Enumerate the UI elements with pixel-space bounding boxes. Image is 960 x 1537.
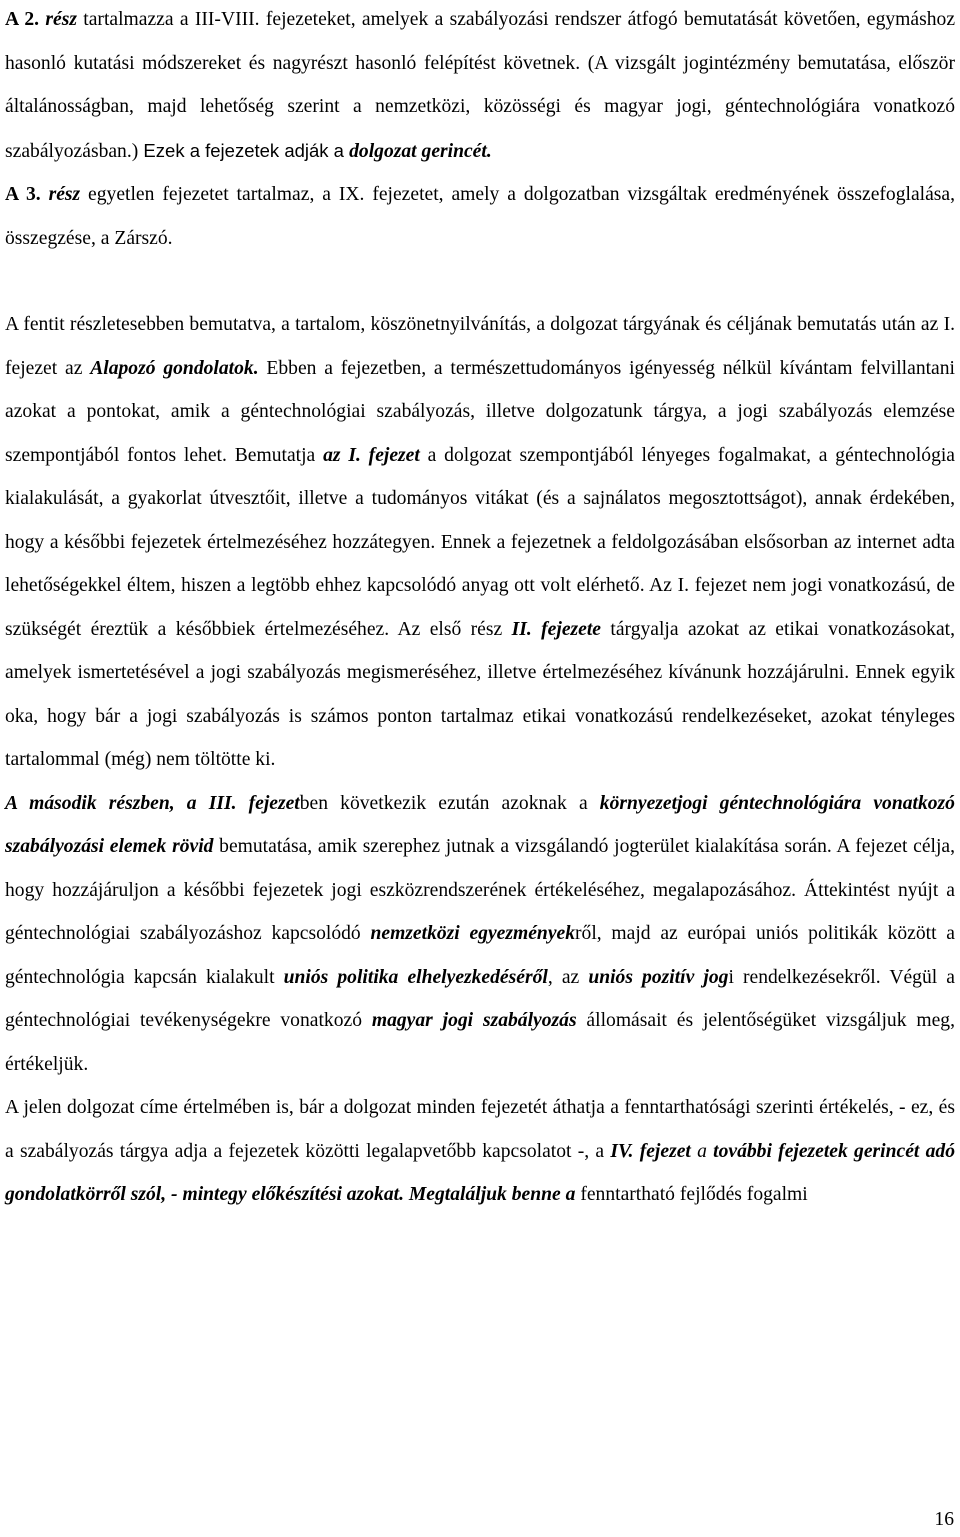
text-segment: dolgozat gerincét.	[349, 140, 492, 162]
text-segment: uniós pozitív jog	[588, 966, 729, 988]
text-segment: az I. fejezet	[323, 444, 420, 466]
text-segment: további fejezetek gerincét adó gondolatkörről szól, - mintegy előkészítési azokat. Megtaláljuk benne a	[5, 1140, 956, 1205]
text-segment: tartalmazza a III-VIII. fejezeteket, amelyek a szabályozási rendszer átfogó bemutatását követően, egymáshoz hasonló kutatási módszereket és nagyrészt hasonló felépítést követnek. (A vizsgált jogintézmény bemutatása, először általánosságban, majd lehetőség szerint a nemzetközi, közösségi és magyar jogi, géntechnológiára vonatkozó szabályozásban.)	[5, 9, 956, 162]
text-segment: IV. fejezet	[610, 1140, 691, 1162]
text-segment: uniós politika elhelyezkedéséről	[283, 966, 548, 988]
text-segment: bemutatása, amik szerephez jutnak a vizsgálandó jogterület kialakítása során. A fejezet célja, hogy hozzájáruljon a későbbi fejezetek jogi eszközrendszerének értékeléséhez, megalapozásához. Áttekintést nyújt a géntechnológiai szabályozáshoz kapcsolódó	[5, 836, 955, 944]
text-segment: egyetlen fejezetet tartalmaz, a IX. fejezetet, amely a dolgozatban vizsgáltak eredményének összefoglalása, összegzése, a Zárszó.	[5, 184, 956, 249]
text-segment: II. fejezete	[511, 618, 601, 640]
text-segment: A fentit részletesebben bemutatva, a tartalom, köszönetnyilvánítás, a dolgozat tárgyának és céljának bemutatás után az I. fejezet az	[5, 314, 955, 379]
text-segment: A 2.	[5, 9, 46, 30]
text-segment: i rendelkezésekről. Végül a géntechnológiai tevékenységekre vonatkozó	[5, 966, 956, 1031]
paragraph-2	[5, 173, 955, 260]
paragraph-3	[5, 303, 955, 782]
text-segment: ben következik ezután azoknak a	[299, 792, 600, 814]
text-segment: a	[690, 1140, 714, 1162]
paragraph-4	[5, 782, 955, 1087]
document-page	[5, 0, 955, 1217]
text-segment: fenntartható fejlődés fogalmi	[575, 1184, 808, 1205]
paragraph-1	[5, 0, 955, 173]
text-segment: környezetjogi géntechnológiára vonatkozó szabályozási elemek rövid	[5, 792, 955, 857]
text-segment: állomásait és jelentőségüket vizsgáljuk meg, értékeljük.	[5, 1010, 955, 1075]
text-segment: nemzetközi egyezmények	[370, 923, 576, 944]
paragraph-gap	[5, 260, 955, 303]
text-segment: ről, majd az európai uniós politikák között a géntechnológia kapcsán kialakult	[5, 923, 955, 988]
text-segment: rész	[45, 9, 77, 30]
text-segment: tárgyalja azokat az etikai vonatkozásokat, amelyek ismertetésével a jogi szabályozás megismeréséhez, illetve értelmezéséhez kívánunk hozzájárulni. Ennek egyik oka, hogy bár a jogi szabályozás is számos ponton tartalmaz etikai vonatkozású rendelkezéseket, azokat tényleges tartalommal (még) nem töltötte ki.	[5, 618, 955, 770]
text-segment: a dolgozat szempontjából lényeges fogalmakat, a géntechnológia kialakulását, a gyakorlat útvesztőit, illetve a tudományos vitákat (és a sajnálatos megosztottságot), annak érdekében, hogy a későbbi fejezetek értelmezéséhez hozzátegyen. Ennek a fejezetnek a feldolgozásában elsősorban az internet adta lehetőségekkel éltem, hiszen a legtöbb ehhez kapcsolódó anyag ott volt elérhető. Az I. fejezet nem jogi vonatkozású, de szükségét éreztük a későbbiek értelmezéséhez. Az első rész	[5, 444, 956, 640]
paragraph-5	[5, 1086, 955, 1217]
text-segment: , az	[547, 966, 589, 988]
text-segment: A 3.	[5, 184, 49, 205]
text-segment: A jelen dolgozat címe értelmében is, bár a dolgozat minden fejezetét áthatja a fenntarthatósági szerinti értékelés, - ez, és a szabályozás tárgya adja a fejezetek közötti legalapvetőbb kapcsolatot -, a	[5, 1097, 955, 1162]
document-body	[5, 0, 955, 1217]
text-segment: Alapozó gondolatok.	[90, 357, 259, 379]
text-segment: A második részben, a III. fejezet	[5, 792, 300, 814]
text-segment: Ezek a fejezetek adják a	[138, 139, 350, 161]
text-segment: magyar jogi szabályozás	[371, 1010, 577, 1031]
text-segment: Ebben a fejezetben, a természettudományos igényesség nélkül kívántam felvillantani azokat a pontokat, amik a géntechnológiai szabályozás, illetve dolgozatunk tárgya, a jogi szabályozás elemzése szempontjából fontos lehet. Bemutatja	[5, 357, 955, 466]
page-number: 16	[934, 1509, 954, 1530]
text-segment: rész	[48, 184, 81, 205]
